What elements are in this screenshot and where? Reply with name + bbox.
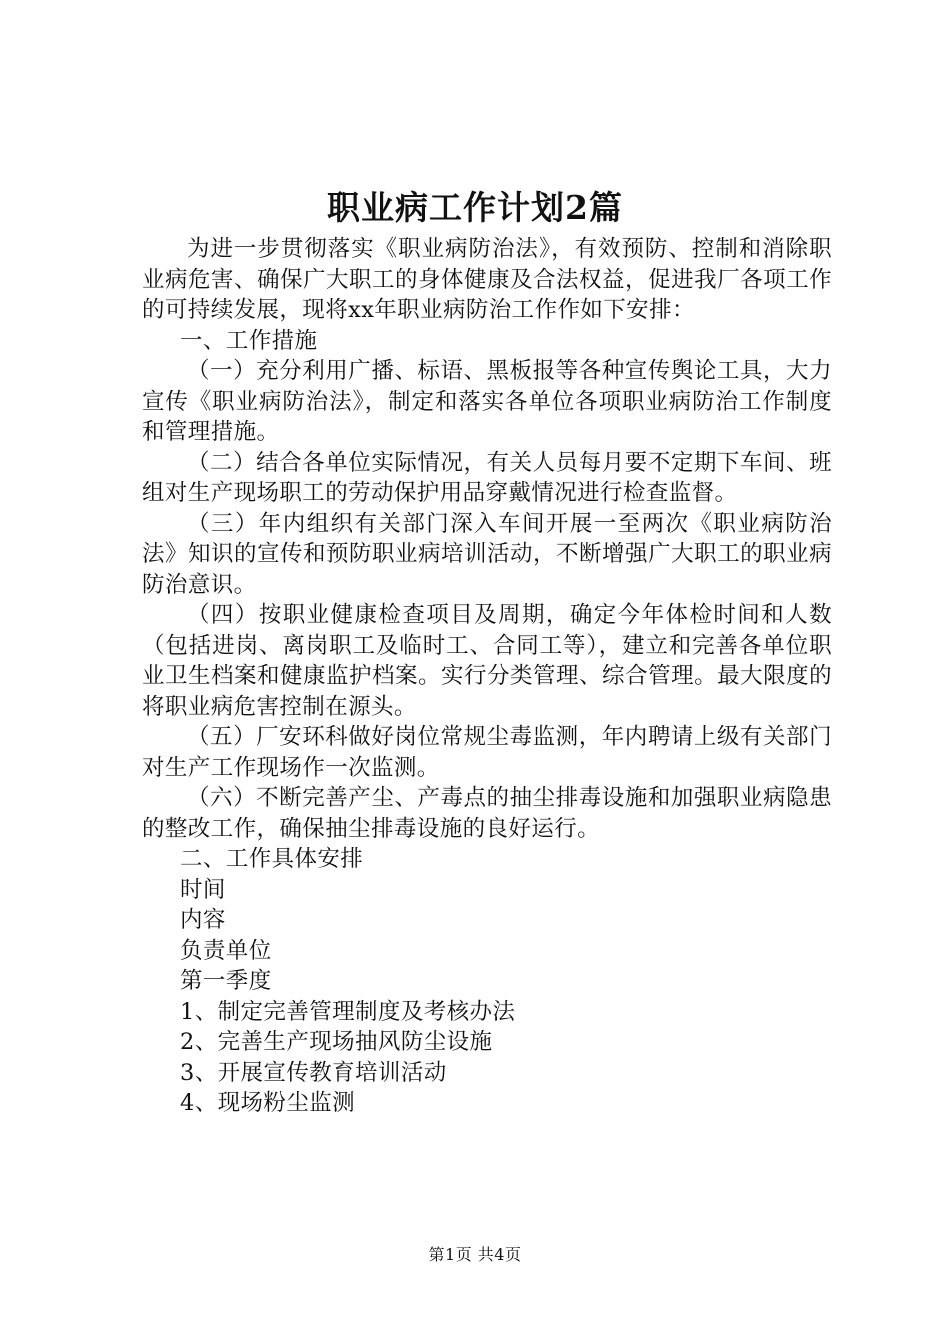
quarter-item-1: 1、制定完善管理制度及考核办法 <box>180 998 516 1025</box>
quarter-item-4: 4、现场粉尘监测 <box>180 1090 356 1116</box>
measure-paragraph-6: （六）不断完善产尘、产毒点的抽尘排毒设施和加强职业病隐患的整改工作，确保抽尘排毒设施的良好运行。 <box>142 785 832 842</box>
table-header-responsible-unit: 负责单位 <box>180 937 272 964</box>
document-title: 职业病工作计划2篇 <box>327 188 623 227</box>
table-header-content: 内容 <box>180 907 226 933</box>
measure-paragraph-2: （二）结合各单位实际情况，有关人员每月要不定期下车间、班组对生产现场职工的劳动保护用品穿戴情况进行检查监督。 <box>142 449 832 506</box>
quarter-label: 第一季度 <box>180 968 272 994</box>
table-header-time: 时间 <box>180 876 226 903</box>
measure-paragraph-1: （一）充分利用广播、标语、黑板报等各种宣传舆论工具，大力宣传《职业病防治法》，制定和落实各单位各项职业病防治工作制度和管理措施。 <box>142 358 832 445</box>
section-heading-schedule: 二、工作具体安排 <box>180 846 364 872</box>
measure-paragraph-3: （三）年内组织有关部门深入车间开展一至两次《职业病防治法》知识的宣传和预防职业病培训活动，不断增强广大职工的职业病防治意识。 <box>142 510 832 598</box>
document-body <box>142 234 832 1119</box>
measure-paragraph-4: （四）按职业健康检查项目及周期，确定今年体检时间和人数（包括进岗、离岗职工及临时工、合同工等），建立和完善各单位职业卫生档案和健康监护档案。实行分类管理、综合管理。最大限度的将职业病危害控制在源头。 <box>142 602 832 720</box>
measure-paragraph-5: （五）厂安环科做好岗位常规尘毒监测，年内聘请上级有关部门对生产工作现场作一次监测。 <box>142 724 832 781</box>
intro-paragraph: 为进一步贯彻落实《职业病防治法》，有效预防、控制和消除职业病危害、确保广大职工的身体健康及合法权益，促进我厂各项工作的可持续发展，现将xx年职业病防治工作作如下安排： <box>142 236 832 323</box>
section-heading-measures: 一、工作措施 <box>180 327 318 354</box>
quarter-item-2: 2、完善生产现场抽风防尘设施 <box>180 1029 493 1055</box>
page-number-footer: 第1页 共4页 <box>428 1245 522 1264</box>
quarter-item-3: 3、开展宣传教育培训活动 <box>180 1059 447 1086</box>
